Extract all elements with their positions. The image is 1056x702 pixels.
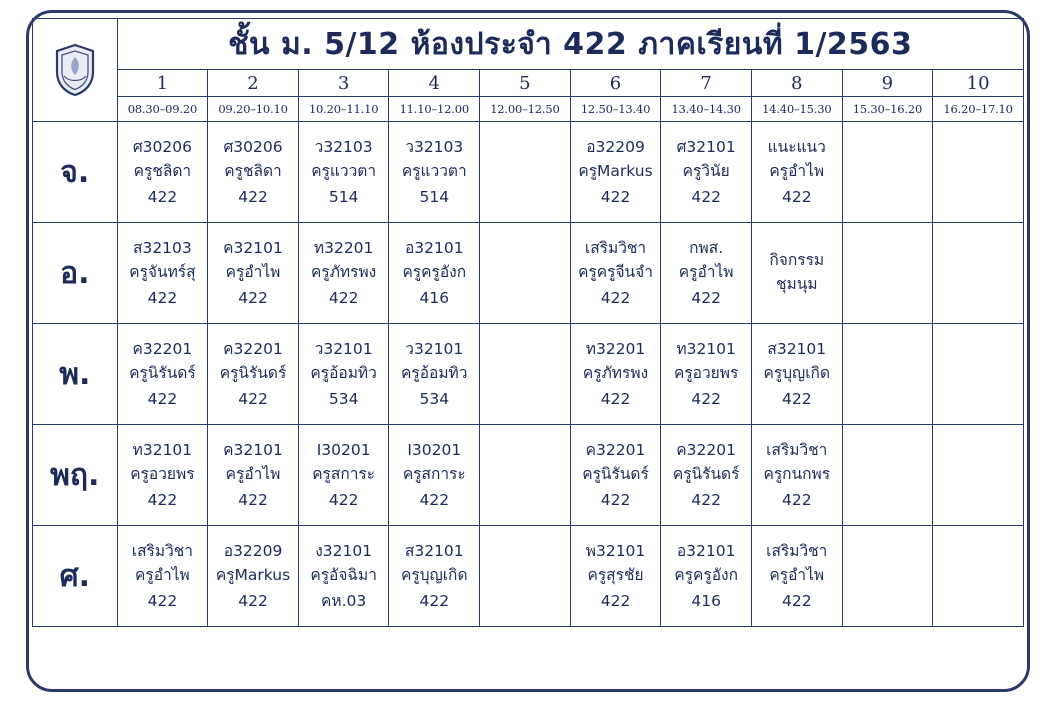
subject-code: ค32201 [223, 339, 283, 358]
subject-code: ศ32101 [676, 137, 736, 156]
class-slot[interactable] [661, 223, 752, 324]
empty-slot[interactable] [480, 324, 571, 425]
period-time: 11.10–12.00 [389, 97, 480, 122]
period-number: 4 [389, 70, 480, 97]
teacher-name: ครูชลิดา [133, 161, 192, 180]
class-slot[interactable] [389, 122, 480, 223]
empty-slot[interactable] [842, 324, 933, 425]
subject-code: ศ30206 [223, 137, 283, 156]
period-time: 09.20–10.10 [208, 97, 299, 122]
subject-code: ท32201 [313, 238, 374, 257]
class-slot[interactable] [298, 223, 389, 324]
class-slot[interactable] [117, 122, 208, 223]
room-number: 422 [147, 491, 178, 509]
subject-code: I30201 [407, 440, 462, 459]
room-number: 422 [238, 289, 268, 307]
subject-code: ค32101 [223, 440, 283, 459]
teacher-name: ครูบุญเกิด [763, 363, 831, 382]
empty-slot[interactable] [933, 526, 1024, 627]
teacher-name: ครูกนกพร [763, 464, 831, 483]
teacher-name: ครูสการะ [312, 464, 376, 483]
period-time: 10.20–11.10 [298, 97, 389, 122]
subject-code: เสริมวิชา [584, 238, 647, 257]
page-title: ชั้น ม. 5/12 ห้องประจำ 422 ภาคเรียนที่ 1/2563 [117, 19, 1023, 70]
room-number: 422 [147, 188, 178, 206]
subject-code: ง32101 [315, 541, 373, 560]
teacher-name: ครูครูจีนจำ [578, 262, 653, 281]
day-label: อ. [33, 223, 118, 324]
class-slot[interactable] [389, 526, 480, 627]
timetable-row [33, 425, 1024, 526]
period-number: 1 [117, 70, 208, 97]
room-number: 422 [600, 188, 631, 206]
room-number: 422 [238, 491, 268, 509]
class-slot[interactable] [661, 425, 752, 526]
day-label: จ. [33, 122, 118, 223]
subject-code: กิจกรรม [769, 250, 825, 269]
room-number: 422 [781, 390, 812, 408]
room-number: 422 [238, 390, 268, 408]
room-number: 422 [147, 390, 178, 408]
period-number: 2 [208, 70, 299, 97]
room-number: 514 [328, 188, 359, 206]
subject-code: ว32101 [314, 339, 373, 358]
class-slot[interactable] [570, 223, 661, 324]
subject-code: ว32101 [405, 339, 464, 358]
timetable-row [33, 526, 1024, 627]
period-time: 13.40–14.30 [661, 97, 752, 122]
empty-slot[interactable] [480, 223, 571, 324]
teacher-name: ครูจันทร์สุ [129, 262, 196, 281]
class-slot[interactable] [389, 223, 480, 324]
timetable [32, 18, 1024, 627]
teacher-name: ครูอ้อมทิว [310, 363, 377, 382]
class-slot[interactable] [117, 223, 208, 324]
teacher-name: ครูสุรชัย [587, 565, 644, 584]
room-number: 416 [419, 289, 450, 307]
class-slot[interactable] [208, 223, 299, 324]
room-number: 422 [238, 188, 268, 206]
subject-code: I30201 [316, 440, 371, 459]
class-slot[interactable] [751, 122, 842, 223]
period-time: 12.50–13.40 [570, 97, 661, 122]
class-slot[interactable] [389, 324, 480, 425]
class-slot[interactable] [208, 526, 299, 627]
room-number: 422 [781, 491, 812, 509]
period-time: 16.20–17.10 [933, 97, 1024, 122]
subject-code: อ32101 [676, 541, 736, 560]
subject-code: อ32209 [223, 541, 283, 560]
room-number: 422 [691, 289, 721, 307]
subject-code: ว32103 [314, 137, 373, 156]
room-number: 534 [328, 390, 359, 408]
empty-slot[interactable] [842, 122, 933, 223]
subject-code: ค32101 [223, 238, 283, 257]
teacher-name: ครูMarkus [215, 565, 291, 584]
room-number: คห.03 [321, 592, 367, 610]
subject-code: ว32103 [405, 137, 464, 156]
timetable-body [33, 19, 1024, 627]
class-slot[interactable] [570, 425, 661, 526]
day-label: ศ. [33, 526, 118, 627]
subject-code: พ32101 [585, 541, 646, 560]
room-number: 534 [419, 390, 450, 408]
empty-slot[interactable] [842, 223, 933, 324]
subject-code: ส32101 [404, 541, 464, 560]
subject-code: ท32101 [132, 440, 193, 459]
empty-slot[interactable] [933, 122, 1024, 223]
document-body [26, 10, 1030, 692]
teacher-name: ครูสการะ [402, 464, 466, 483]
empty-slot[interactable] [933, 324, 1024, 425]
period-time: 15.30–16.20 [842, 97, 933, 122]
room-number: 422 [691, 188, 721, 206]
empty-slot[interactable] [933, 223, 1024, 324]
room-number: 422 [147, 289, 178, 307]
period-number: 7 [661, 70, 752, 97]
teacher-name: ครูMarkus [578, 161, 653, 180]
subject-code: อ32209 [586, 137, 645, 156]
subject-code: ส32101 [767, 339, 827, 358]
teacher-name: ครูอำไพ [678, 262, 734, 281]
teacher-name: ครูอำไพ [225, 262, 281, 281]
teacher-name: ครูอำไพ [225, 464, 281, 483]
teacher-name: ครูนิรันดร์ [672, 464, 740, 483]
class-slot[interactable] [208, 324, 299, 425]
period-number: 9 [842, 70, 933, 97]
class-slot[interactable] [661, 526, 752, 627]
room-number: 422 [781, 188, 812, 206]
room-number: 422 [691, 491, 721, 509]
period-number: 8 [751, 70, 842, 97]
class-slot[interactable] [117, 425, 208, 526]
subject-code: เสริมวิชา [766, 440, 828, 459]
timetable-row [33, 324, 1024, 425]
period-time: 08.30–09.20 [117, 97, 208, 122]
empty-slot[interactable] [842, 526, 933, 627]
class-slot[interactable] [298, 324, 389, 425]
subject-code: กพส. [689, 238, 724, 257]
teacher-name: ครูอำไพ [769, 565, 825, 584]
room-number: 422 [600, 592, 631, 610]
teacher-name: ครูภัทรพง [582, 363, 649, 382]
class-slot[interactable] [661, 122, 752, 223]
class-slot[interactable] [751, 526, 842, 627]
subject-code: เสริมวิชา [766, 541, 828, 560]
teacher-name: ครูอวยพร [130, 464, 195, 483]
title-row [33, 19, 1024, 70]
room-number: 422 [600, 491, 631, 509]
room-number: 514 [419, 188, 450, 206]
room-number: 422 [419, 592, 450, 610]
subject-code: แนะแนว [767, 137, 826, 156]
period-time: 14.40–15.30 [751, 97, 842, 122]
class-slot[interactable] [570, 122, 661, 223]
period-number: 10 [933, 70, 1024, 97]
teacher-name: ครูอวยพร [673, 363, 739, 382]
empty-slot[interactable] [480, 425, 571, 526]
teacher-name: ครูแววตา [401, 161, 467, 180]
subject-code: ศ30206 [132, 137, 192, 156]
room-number: 422 [328, 289, 359, 307]
class-slot[interactable] [570, 324, 661, 425]
teacher-name: ครูครูอังก [402, 262, 467, 281]
room-number: 416 [691, 592, 721, 610]
class-slot[interactable] [298, 425, 389, 526]
teacher-name: ครูชลิดา [224, 161, 282, 180]
period-number-row [33, 70, 1024, 97]
teacher-name: ครูอำไพ [769, 161, 825, 180]
room-number: 422 [238, 592, 268, 610]
subject-code: ส32103 [133, 238, 192, 257]
teacher-name: ครูครูอังก [674, 565, 738, 584]
period-time: 12.00–12.50 [480, 97, 571, 122]
class-slot[interactable] [117, 526, 208, 627]
class-slot[interactable] [661, 324, 752, 425]
subject-code: ท32101 [676, 339, 736, 358]
subject-code: เสริมวิชา [131, 541, 193, 560]
class-slot[interactable] [751, 425, 842, 526]
empty-slot[interactable] [480, 122, 571, 223]
subject-code: ค32201 [585, 440, 646, 459]
teacher-name: ครูแววตา [311, 161, 377, 180]
class-slot[interactable] [751, 324, 842, 425]
empty-slot[interactable] [842, 425, 933, 526]
empty-slot[interactable] [933, 425, 1024, 526]
teacher-name: ครูนิรันดร์ [129, 363, 196, 382]
subject-code: ท32201 [585, 339, 646, 358]
subject-code: ค32201 [132, 339, 193, 358]
room-number: 422 [147, 592, 178, 610]
room-number: 422 [328, 491, 359, 509]
subject-code: อ32101 [404, 238, 464, 257]
room-number: 422 [691, 390, 721, 408]
class-slot[interactable] [208, 425, 299, 526]
period-number: 6 [570, 70, 661, 97]
subject-code: ค32201 [676, 440, 736, 459]
class-slot[interactable] [117, 324, 208, 425]
class-slot[interactable] [570, 526, 661, 627]
class-slot[interactable] [751, 223, 842, 324]
teacher-name: ครูนิรันดร์ [219, 363, 287, 382]
teacher-name: ครูอ้อมทิว [401, 363, 468, 382]
teacher-name: ครูบุญเกิด [401, 565, 468, 584]
room-number: 422 [419, 491, 450, 509]
teacher-name: ครูอัจฉิมา [310, 565, 377, 584]
teacher-name: ครูภัทรพง [311, 262, 377, 281]
class-slot[interactable] [298, 526, 389, 627]
teacher-name: ครูวินัย [682, 161, 730, 180]
period-number: 3 [298, 70, 389, 97]
class-slot[interactable] [208, 122, 299, 223]
day-label: พฤ. [33, 425, 118, 526]
empty-slot[interactable] [480, 526, 571, 627]
class-slot[interactable] [298, 122, 389, 223]
period-time-row [33, 97, 1024, 122]
room-number: 422 [781, 592, 812, 610]
school-crest-icon [33, 19, 118, 122]
teacher-name: ครูอำไพ [135, 565, 190, 584]
timetable-row [33, 122, 1024, 223]
teacher-name: ชุมนุม [775, 275, 818, 293]
day-label: พ. [33, 324, 118, 425]
class-slot[interactable] [389, 425, 480, 526]
room-number: 422 [600, 289, 631, 307]
period-number: 5 [480, 70, 571, 97]
teacher-name: ครูนิรันดร์ [582, 464, 649, 483]
timetable-row [33, 223, 1024, 324]
room-number: 422 [600, 390, 631, 408]
